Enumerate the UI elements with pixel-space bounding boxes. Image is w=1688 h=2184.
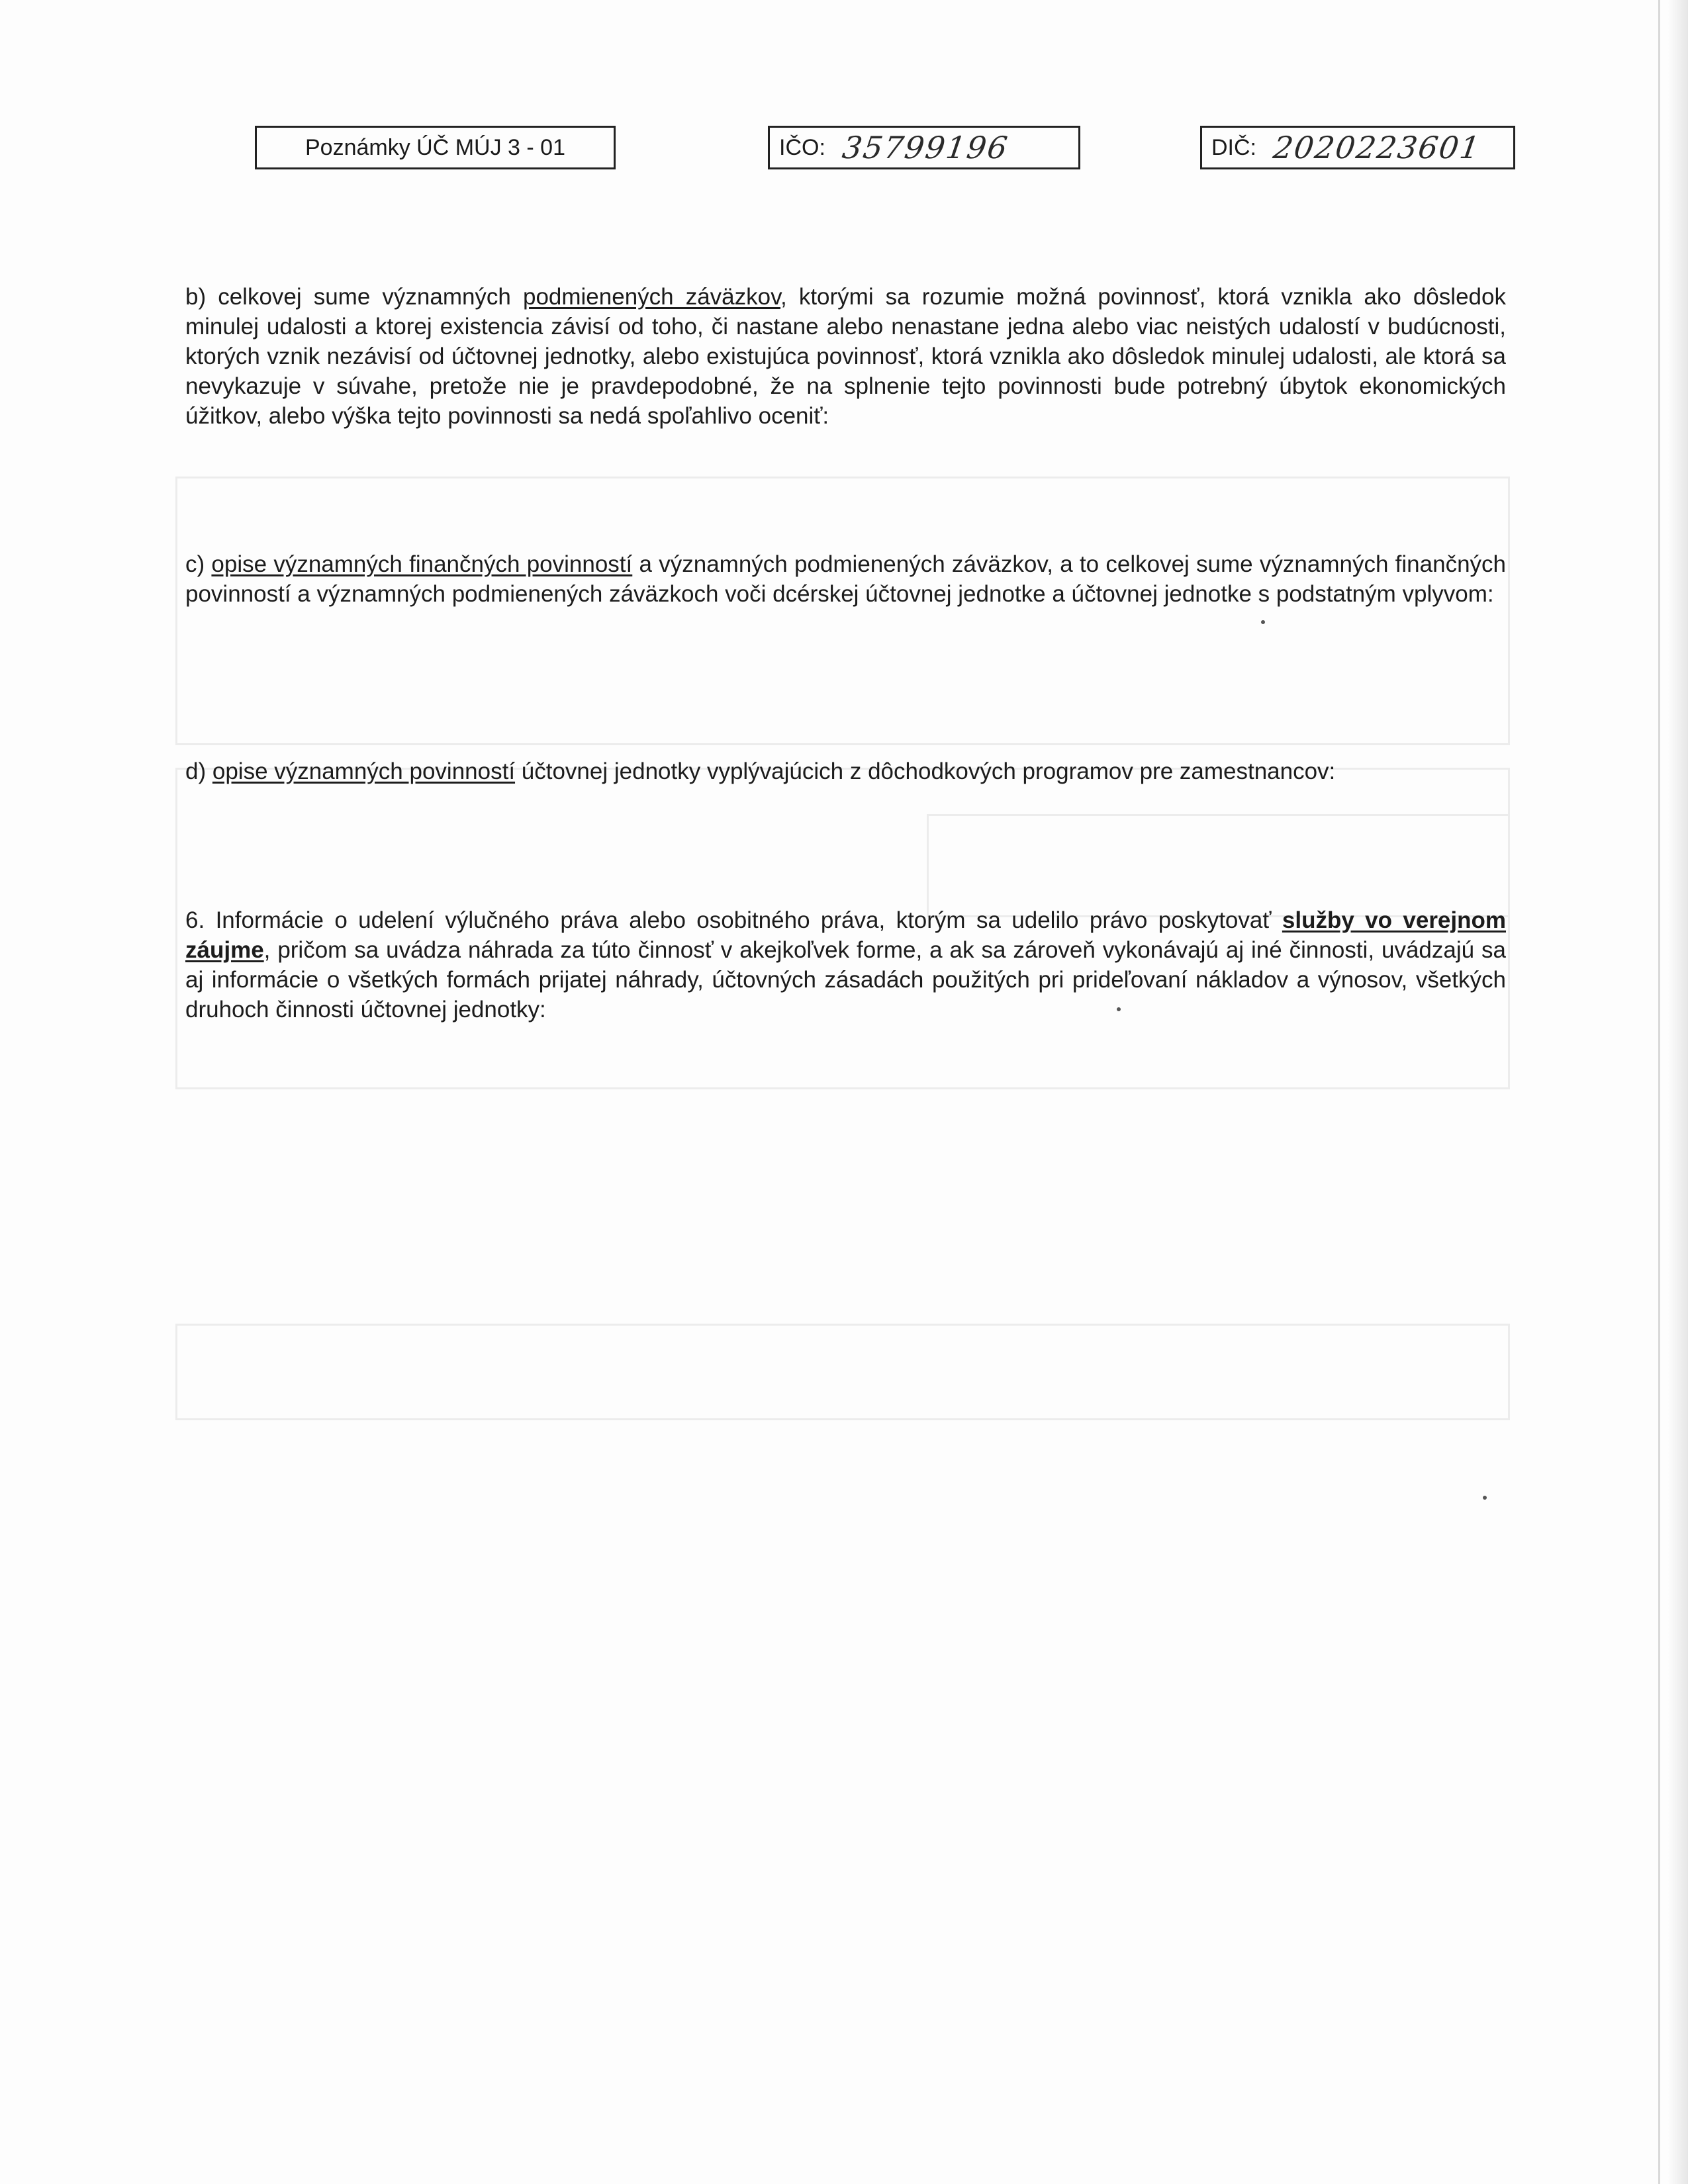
section-d-text: účtovnej jednotky vyplývajúcich z dôchodkových programov pre zamestnancov: bbox=[515, 758, 1336, 784]
section-b-underlined: podmienených záväzkov bbox=[522, 284, 781, 310]
section-6-text: , pričom sa uvádza náhrada za túto činnosť v akejkoľvek forme, a ak sa zároveň vykonávajú aj iné činnosti, uvádzajú sa aj informácie o všetkých formách prijatej náhrady, účtovných zásadách použitých pri prideľovaní nákladov a výnosov, všetkých druhoch činnosti účtovnej jednotky: bbox=[185, 937, 1506, 1023]
form-label-box bbox=[255, 126, 616, 169]
section-d-underlined: opise významných povinností bbox=[212, 758, 516, 784]
section-d bbox=[185, 756, 1506, 786]
scan-edge-line bbox=[1658, 0, 1660, 2184]
section-6 bbox=[185, 905, 1506, 1024]
dic-value: 2020223601 bbox=[1271, 130, 1483, 165]
section-b-prefix: b) celkovej sume významných bbox=[185, 284, 523, 310]
section-6-underlined: služby vo verejnom záujme bbox=[185, 907, 1507, 963]
section-d-prefix: d) bbox=[185, 758, 212, 784]
section-c-text: a významných podmienených záväzkov, a to celkovej sume významných finančných povinností a významných podmienených záväzkoch voči dcérskej účtovnej jednotke a účtovnej jednotke s podstatným vplyvom: bbox=[185, 551, 1506, 607]
ico-box bbox=[768, 126, 1080, 169]
dic-box bbox=[1200, 126, 1515, 169]
section-b bbox=[185, 282, 1506, 431]
scan-speck bbox=[1261, 620, 1265, 624]
section-b-text: , ktorými sa rozumie možná povinnosť, ktorá vznikla ako dôsledok minulej udalosti a ktorej existencia závisí od toho, či nastane alebo nenastane jedna alebo viac neistých udalostí v budúcnosti, ktorých vznik nezávisí od účtovnej jednotky, alebo existujúca povinnosť, ktorá vznikla ako dôsledok minulej udalosti, ale ktorá sa nevykazuje v súvahe, pretože nie je pravdepodobné, že na splnenie tejto povinnosti bude potrebný úbytok ekonomických úžitkov, alebo výška tejto povinnosti sa nedá spoľahlivo oceniť: bbox=[185, 284, 1506, 429]
section-c-underlined: opise významných finančných povinností bbox=[211, 551, 633, 577]
ghost-table-4 bbox=[175, 1324, 1510, 1420]
section-c-prefix: c) bbox=[185, 551, 212, 577]
dic-label: DIČ: bbox=[1211, 134, 1256, 160]
ico-label: IČO: bbox=[779, 134, 825, 160]
ghost-table-1 bbox=[175, 477, 1510, 745]
scan-speck bbox=[1117, 1007, 1121, 1011]
scan-speck bbox=[1483, 1496, 1487, 1500]
ghost-table-3 bbox=[927, 814, 1510, 917]
section-c bbox=[185, 549, 1506, 609]
scan-edge-shadow bbox=[1668, 0, 1688, 2184]
section-6-prefix: 6. Informácie o udelení výlučného práva alebo osobitného práva, ktorým sa udelilo právo poskytovať bbox=[185, 907, 1282, 933]
form-label: Poznámky ÚČ MÚJ 3 - 01 bbox=[305, 134, 565, 160]
ico-value: 35799196 bbox=[840, 130, 1011, 165]
